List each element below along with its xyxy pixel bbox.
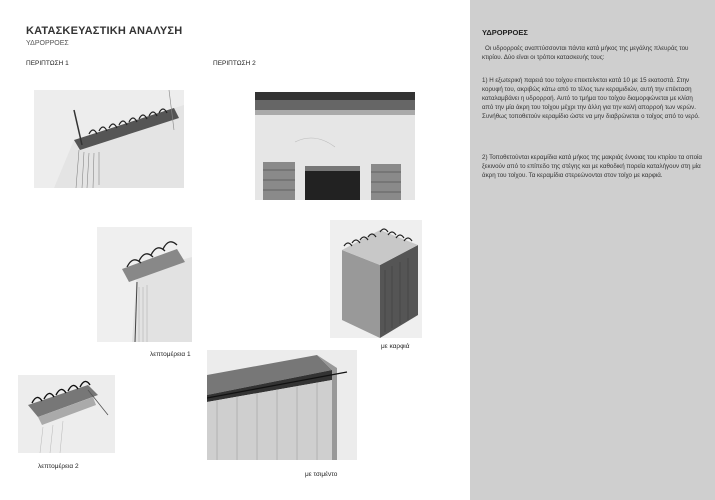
sidebar-intro: Οι υδρορροές αναπτύσσονται πάντα κατά μήκος της μεγάλης πλευράς του κτιρίου. Δύο είναι οι τρόποι κατασκευής τους:: [482, 45, 689, 61]
page-subtitle: ΥΔΡΟΡΡΟΕΣ: [26, 40, 69, 47]
sketch-detail-2: [18, 375, 115, 453]
case-1-label: ΠΕΡΙΠΤΩΣΗ 1: [26, 60, 69, 67]
sidebar-point-1: 1) Η εξωτερική παρειά του τοίχου επεκτείνεται κατά 10 με 15 εκατοστά. Στην κορυφή του, ακριβώς κάτω από το τέλος των κεραμιδιών, αυτή την επέκταση καταλαμβάνει η υδρορροή. Αυτό το τμήμα του τοίχου διαμορφώνεται με κλίση από την μία άκρη του τοίχου μέχρι την άλλη για την καλή απορροή των νερών. Συνήθως τοποθετούν κεραμίδιο ώστε να μην διαβρώνεται ο τοίχος από το νερό.: [482, 77, 700, 120]
caption-nails: με καρφιά: [381, 343, 410, 350]
sketch-nails: [330, 220, 422, 338]
caption-detail-1: λεπτομέρεια 1: [150, 351, 191, 358]
case-2-label: ΠΕΡΙΠΤΩΣΗ 2: [213, 60, 256, 67]
sidebar-point-2: 2) Τοποθετούνται κεραμίδια κατά μήκος της μακριάς έννοιας του κτιρίου τα οποία ξεκινούν από το επίπεδο της στέγης και με καθοδική πορεία καταλήγουν στη μία άκρη του τοίχου. Τα κεραμίδια στερεώνονται στον τοίχο με καρφιά.: [482, 154, 702, 179]
sidebar-panel: [470, 0, 715, 500]
caption-detail-2: λεπτομέρεια 2: [38, 463, 79, 470]
photo-case2-window: [255, 92, 415, 200]
page-title: ΚΑΤΑΣΚΕΥΑΣΤΙΚΗ ΑΝΑΛΥΣΗ: [26, 25, 183, 37]
sketch-case1-corner: [34, 90, 184, 188]
caption-cement: με τσιμέντο: [305, 471, 338, 478]
sketch-cement: [207, 350, 357, 460]
sidebar-title: ΥΔΡΟΡΡΟΕΣ: [482, 28, 528, 37]
sketch-detail-1: [97, 227, 192, 342]
